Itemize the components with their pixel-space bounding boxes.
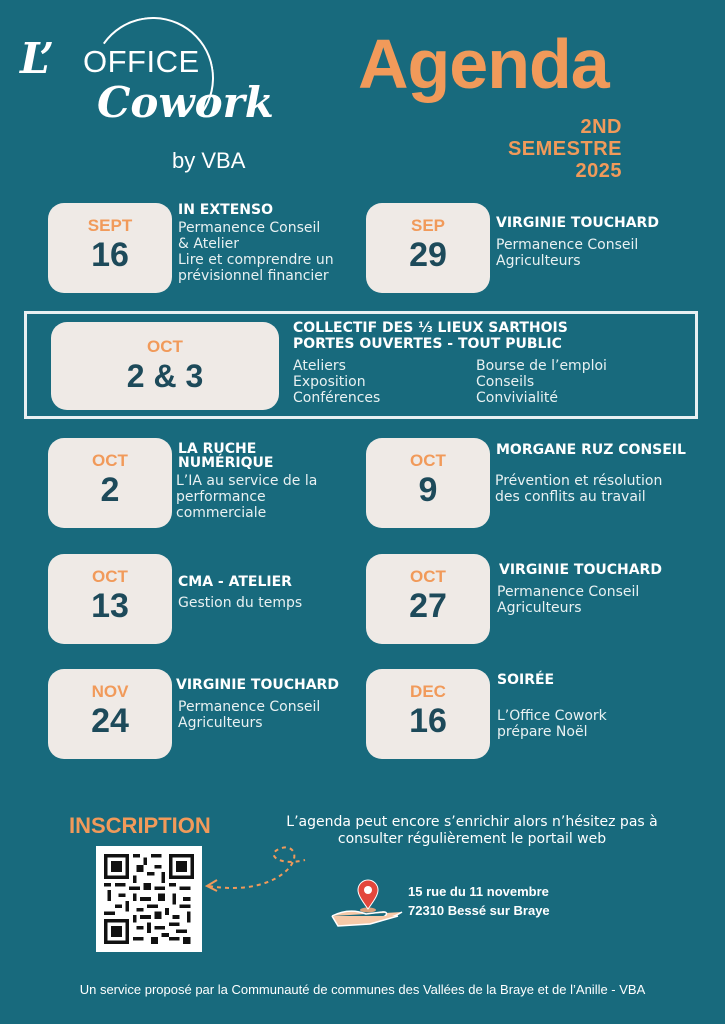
featured-month: OCT (147, 337, 183, 356)
address-line-2: 72310 Bessé sur Braye (408, 903, 550, 918)
event-month: SEP (410, 216, 446, 235)
featured-col-2 (476, 358, 607, 406)
event-day: 9 (418, 471, 438, 509)
event-date-card (366, 438, 490, 528)
event-date-card (48, 203, 172, 293)
event-title: CMA - ATELIER (178, 574, 292, 590)
event-date-card (366, 554, 490, 644)
event-desc-line: performance (176, 489, 266, 505)
qr-code-icon[interactable] (96, 846, 202, 952)
event-desc-line: Permanence Conseil (496, 237, 639, 253)
event-desc-line: Permanence Conseil (178, 699, 321, 715)
event-desc-line: L’Office Cowork (497, 708, 607, 724)
event-title: SOIRÉE (497, 672, 555, 688)
featured-item: Bourse de l’emploi (476, 358, 607, 374)
event-month: DEC (410, 682, 446, 701)
event-desc-line: Agriculteurs (497, 600, 582, 616)
note-line: L’agenda peut encore s’enrichir alors n’hésitez pas à (286, 814, 658, 830)
event-description (178, 699, 320, 731)
event-day: 24 (91, 702, 129, 740)
event-title: IN EXTENSO (178, 202, 273, 218)
footer-text: Un service proposé par la Communauté de communes des Vallées de la Braye et de l’Anille - VBA (79, 982, 646, 997)
featured-col-1 (293, 358, 380, 406)
event-title: VIRGINIE TOUCHARD (499, 562, 662, 578)
featured-item: Exposition (293, 374, 366, 390)
event-day: 16 (91, 236, 129, 274)
event-day: 29 (409, 236, 447, 274)
event-month: OCT (410, 451, 446, 470)
event-month: SEPT (87, 216, 133, 235)
event-title: MORGANE RUZ CONSEIL (496, 442, 686, 458)
event-title (178, 442, 273, 470)
event-title-line: NUMÉRIQUE (178, 455, 274, 471)
event-desc-line: Gestion du temps (178, 595, 303, 611)
logo-by-vba: by VBA (172, 148, 246, 173)
event-desc-line: prépare Noël (497, 724, 588, 740)
event-description (178, 220, 334, 284)
featured-event (24, 311, 698, 419)
featured-title-1: COLLECTIF DES ⅓ LIEUX SARTHOIS (293, 320, 568, 336)
event-month: NOV (91, 682, 129, 701)
event-month: OCT (92, 451, 128, 470)
featured-day: 2 & 3 (126, 358, 204, 394)
semester-label (508, 116, 622, 182)
note-line: consulter régulièrement le portail web (337, 831, 607, 847)
event-title-line: LA RUCHE (178, 441, 257, 457)
event-day: 27 (409, 587, 447, 625)
event-desc-line: L’IA au service de la (176, 473, 318, 489)
event-description (495, 473, 662, 505)
event-desc-line: Permanence Conseil (497, 584, 640, 600)
logo-office: OFFICE (83, 44, 200, 79)
semester-line-3: 2025 (575, 160, 622, 182)
event-date-card (48, 554, 172, 644)
logo-l: L’ (20, 34, 55, 83)
event-date-card (48, 438, 172, 528)
event-desc-line: des conflits au travail (495, 489, 646, 505)
event-desc-line: Prévention et résolution (495, 473, 663, 489)
inscription-label: INSCRIPTION (69, 813, 211, 838)
event-desc-line: Permanence Conseil (178, 220, 321, 236)
featured-item: Convivialité (476, 390, 559, 406)
event-month: OCT (92, 567, 128, 586)
event-date-card (48, 669, 172, 759)
event-desc-line: & Atelier (178, 236, 239, 252)
event-title: VIRGINIE TOUCHARD (496, 215, 659, 231)
event-day: 16 (409, 702, 447, 740)
featured-title-2: PORTES OUVERTES - TOUT PUBLIC (293, 336, 562, 352)
featured-item: Ateliers (293, 358, 346, 374)
event-month: OCT (410, 567, 446, 586)
event-desc-line: prévisionnel financier (178, 268, 329, 284)
semester-line-2: SEMESTRE (507, 138, 622, 160)
featured-item: Conférences (293, 390, 381, 406)
event-date-card (366, 669, 490, 759)
logo-cowork: Cowork (97, 78, 274, 127)
event-date-card (366, 203, 490, 293)
address (408, 882, 550, 920)
event-desc-line: commerciale (176, 505, 267, 521)
semester-line-1: 2ND (580, 116, 622, 138)
map-pin-hand-icon (330, 876, 404, 928)
event-desc-line: Lire et comprendre un (178, 252, 334, 268)
event-title: VIRGINIE TOUCHARD (176, 677, 339, 693)
page-title: Agenda (358, 25, 609, 103)
event-description (497, 708, 607, 740)
agenda-note (272, 814, 672, 848)
featured-date-card (51, 322, 279, 410)
event-description (178, 595, 302, 611)
event-description (497, 584, 639, 616)
event-day: 13 (91, 587, 129, 625)
event-desc-line: Agriculteurs (496, 253, 581, 269)
event-description (496, 237, 638, 269)
event-description (176, 473, 317, 521)
event-day: 2 (100, 471, 120, 509)
featured-item: Conseils (476, 374, 535, 390)
address-line-1: 15 rue du 11 novembre (408, 884, 549, 899)
event-desc-line: Agriculteurs (178, 715, 263, 731)
